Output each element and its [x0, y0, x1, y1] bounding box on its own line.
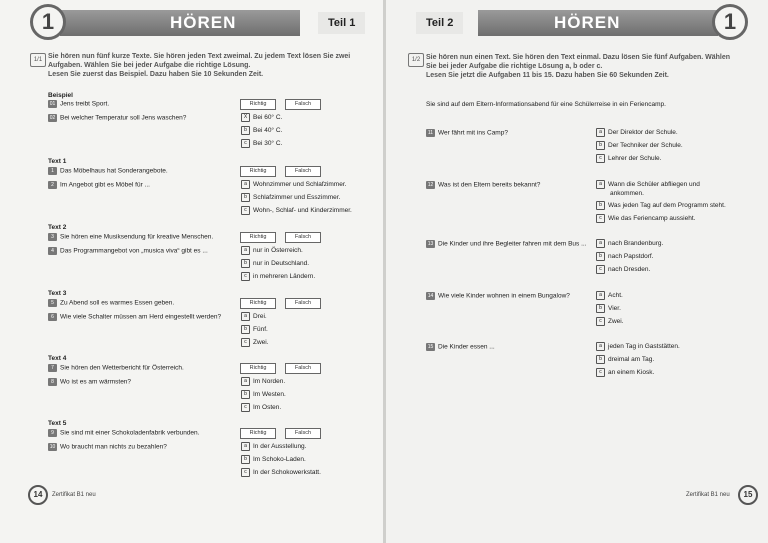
option-letter[interactable]: a [596, 180, 605, 189]
option-b[interactable]: b Im Westen. [241, 390, 286, 399]
richtig-box[interactable]: Richtig [240, 298, 276, 309]
option-b[interactable]: b dreimal am Tag. [596, 355, 654, 364]
option-b[interactable]: b Im Schoko-Laden. [241, 455, 306, 464]
option-b[interactable]: b Bei 40° C. [241, 126, 282, 135]
audio-track-icon: 1/1 [30, 53, 46, 67]
right-page [386, 0, 768, 543]
question-number-badge: 13 [427, 241, 434, 247]
text-label: Text 1 [48, 158, 67, 165]
question: 10 Wo braucht man nichts zu bezahlen? [49, 443, 167, 451]
audio-track-icon: 1/2 [408, 53, 424, 67]
question: 2 Im Angebot gibt es Möbel für ... [48, 181, 150, 189]
option-a[interactable]: a Drei. [241, 312, 267, 321]
option-letter[interactable]: b [241, 455, 250, 464]
option-letter[interactable]: c [596, 317, 605, 326]
option-b[interactable]: b Der Techniker der Schule. [596, 141, 683, 150]
option-letter[interactable]: a [241, 442, 250, 451]
page-number: 15 [738, 485, 758, 505]
question-number-badge: 9 [48, 429, 57, 437]
option-b[interactable]: b Was jeden Tag auf dem Programm steht. [596, 201, 726, 210]
option-letter[interactable]: c [241, 272, 250, 281]
question-number-badge: 4 [48, 247, 57, 255]
option-c[interactable]: c an einem Kiosk. [596, 368, 654, 377]
option-letter[interactable]: c [241, 468, 250, 477]
option-letter[interactable]: b [596, 141, 605, 150]
option-a[interactable]: a Wohnzimmer und Schlafzimmer. [241, 180, 346, 189]
falsch-box[interactable]: Falsch [285, 428, 321, 439]
question-number-badge: 5 [48, 299, 57, 307]
question: 14 Wie viele Kinder wohnen in einem Bungalow? [427, 292, 570, 300]
falsch-box[interactable]: Falsch [285, 232, 321, 243]
text-label: Text 4 [48, 355, 67, 362]
falsch-box[interactable]: Falsch [285, 363, 321, 374]
option-b[interactable]: b Fünf. [241, 325, 268, 334]
example-question-1 [48, 100, 109, 108]
text-label: Text 3 [48, 290, 67, 297]
option-b[interactable]: b Schlafzimmer und Esszimmer. [241, 193, 340, 202]
richtig-box[interactable]: Richtig [240, 428, 276, 439]
example-label: Beispiel [48, 92, 73, 99]
option-c[interactable]: c nach Dresden. [596, 265, 650, 274]
option-a[interactable]: X Bei 60° C. [241, 113, 282, 122]
option-letter[interactable]: a [596, 128, 605, 137]
question-number-badge: 15 [427, 344, 434, 350]
richtig-box[interactable]: Richtig [240, 166, 276, 177]
question-number-badge: 3 [48, 233, 57, 241]
statement: 7 Sie hören den Wetterbericht für Österreich. [48, 364, 184, 372]
falsch-box[interactable]: Falsch [285, 298, 321, 309]
richtig-box[interactable]: Richtig [240, 363, 276, 374]
chapter-number: 1 [30, 4, 66, 40]
richtig-box[interactable]: Richtig [240, 232, 276, 243]
option-a[interactable]: a In der Ausstellung. [241, 442, 306, 451]
option-c[interactable]: c Lehrer der Schule. [596, 154, 661, 163]
chapter-number: 1 [712, 4, 748, 40]
part-tab: Teil 1 [318, 12, 365, 34]
instruction-line-2: Aufgaben. Wählen Sie bei jeder Aufgabe die richtige Lösung. [48, 62, 251, 69]
question-text: Jens treibt Sport. [60, 100, 110, 108]
option-a[interactable]: a Acht. [596, 291, 623, 300]
option-letter[interactable]: c [596, 154, 605, 163]
question-number-badge: 2 [48, 181, 57, 189]
option-a[interactable]: a Wann die Schüler abfliegen und [596, 180, 700, 189]
statement: 9 Sie sind mit einer Schokoladenfabrik verbunden. [48, 429, 199, 437]
option-a[interactable]: a nur in Österreich. [241, 246, 303, 255]
option-letter[interactable]: b [596, 304, 605, 313]
option-b[interactable]: b nur in Deutschland. [241, 259, 309, 268]
question: 8 Wo ist es am wärmsten? [48, 378, 131, 386]
question: 6 Wie viele Schalter müssen am Herd eingestellt werden? [48, 313, 221, 321]
option-letter[interactable]: c [241, 139, 250, 148]
option-letter[interactable]: a [241, 180, 250, 189]
part-tab: Teil 2 [416, 12, 463, 34]
option-a[interactable]: a nach Brandenburg. [596, 239, 663, 248]
question-number-badge: 10 [49, 444, 56, 450]
richtig-box[interactable]: Richtig [240, 99, 276, 110]
option-c[interactable]: c Wie das Feriencamp aussieht. [596, 214, 695, 223]
option-c[interactable]: c Im Osten. [241, 403, 281, 412]
question-number-badge: 02 [49, 115, 56, 121]
falsch-box[interactable]: Falsch [285, 166, 321, 177]
option-c[interactable]: c Zwei. [596, 317, 624, 326]
instruction-line-2: Sie bei jeder Aufgabe die richtige Lösung a, b oder c. [426, 63, 603, 70]
text-label: Text 5 [48, 420, 67, 427]
option-b[interactable]: b Vier. [596, 304, 621, 313]
option-c[interactable]: c Wohn-, Schlaf- und Kinderzimmer. [241, 206, 352, 215]
option-letter[interactable]: c [596, 368, 605, 377]
text-label: Text 2 [48, 224, 67, 231]
question: 13 Die Kinder und ihre Begleiter fahren mit dem Bus ... [427, 240, 587, 248]
option-letter[interactable]: c [241, 338, 250, 347]
option-c[interactable]: c In der Schokowerkstatt. [241, 468, 321, 477]
option-c[interactable]: c Bei 30° C. [241, 139, 282, 148]
option-letter[interactable]: b [241, 390, 250, 399]
falsch-box[interactable]: Falsch [285, 99, 321, 110]
option-letter[interactable]: b [596, 252, 605, 261]
question: 11 Wer fährt mit ins Camp? [427, 129, 508, 137]
option-a[interactable]: a Im Norden. [241, 377, 285, 386]
option-letter[interactable]: b [241, 193, 250, 202]
page-number: 14 [28, 485, 48, 505]
instruction-line-3: Lesen Sie jetzt die Aufgaben 11 bis 15. Dazu haben Sie 60 Sekunden Zeit. [426, 72, 669, 79]
statement: 5 Zu Abend soll es warmes Essen geben. [48, 299, 174, 307]
example-question-2 [48, 114, 186, 122]
question: 12 Was ist den Eltern bereits bekannt? [427, 181, 541, 189]
option-c[interactable]: c in mehreren Ländern. [241, 272, 315, 281]
option-letter[interactable]: b [241, 325, 250, 334]
statement: 3 Sie hören eine Musiksendung für kreative Menschen. [48, 233, 213, 241]
option-letter[interactable]: a [241, 312, 250, 321]
question: 15 Die Kinder essen ... [427, 343, 495, 351]
option-a[interactable]: a jeden Tag in Gaststätten. [596, 342, 680, 351]
option-letter[interactable]: b [596, 201, 605, 210]
option-letter[interactable]: b [596, 355, 605, 364]
option-letter[interactable]: a [241, 377, 250, 386]
question-number-badge: 01 [49, 101, 56, 107]
question: 4 Das Programmangebot von „musica viva“ gibt es ... [48, 247, 208, 255]
instruction-line-1: Sie hören nun fünf kurze Texte. Sie hören jeden Text zweimal. Zu jedem Text lösen Sie zwei [48, 53, 351, 60]
statement: 1 Das Möbelhaus hat Sonderangebote. [48, 167, 168, 175]
question-number-badge: 7 [48, 364, 57, 372]
question-number-badge: 14 [427, 293, 434, 299]
option-c[interactable]: c Zwei. [241, 338, 269, 347]
option-a[interactable]: a Der Direktor der Schule. [596, 128, 678, 137]
checkbox-marked[interactable]: X [241, 113, 250, 122]
banner-title: HÖREN [170, 13, 237, 32]
option-letter[interactable]: c [241, 206, 250, 215]
instruction-line-1: Sie hören nun einen Text. Sie hören den Text einmal. Dazu lösen Sie fünf Aufgaben. Wählen [426, 54, 731, 61]
option-letter[interactable]: a [596, 291, 605, 300]
question-number-badge: 8 [48, 378, 57, 386]
option-letter[interactable]: a [596, 342, 605, 351]
question-number-badge: 1 [48, 167, 57, 175]
intro-text: Sie sind auf dem Eltern-Informationsabend für eine Schülerreise in ein Feriencamp. [426, 101, 666, 108]
left-page [0, 0, 383, 543]
option-letter[interactable]: c [596, 214, 605, 223]
footer-text: Zertifikat B1 neu [686, 492, 730, 498]
banner-title: HÖREN [554, 13, 621, 32]
question-number-badge: 11 [427, 130, 434, 136]
question-number-badge: 6 [48, 313, 57, 321]
option-a-continuation: ankommen. [610, 190, 644, 197]
footer-text: Zertifikat B1 neu [52, 492, 96, 498]
option-letter[interactable]: a [596, 239, 605, 248]
instruction-line-3: Lesen Sie zuerst das Beispiel. Dazu haben Sie 10 Sekunden Zeit. [48, 71, 264, 78]
question-text: Bei welcher Temperatur soll Jens waschen? [60, 114, 187, 122]
question-number-badge: 12 [427, 182, 434, 188]
option-letter[interactable]: a [241, 246, 250, 255]
option-letter[interactable]: b [241, 126, 250, 135]
option-letter[interactable]: b [241, 259, 250, 268]
option-b[interactable]: b nach Papstdorf. [596, 252, 654, 261]
option-letter[interactable]: c [241, 403, 250, 412]
option-letter[interactable]: c [596, 265, 605, 274]
